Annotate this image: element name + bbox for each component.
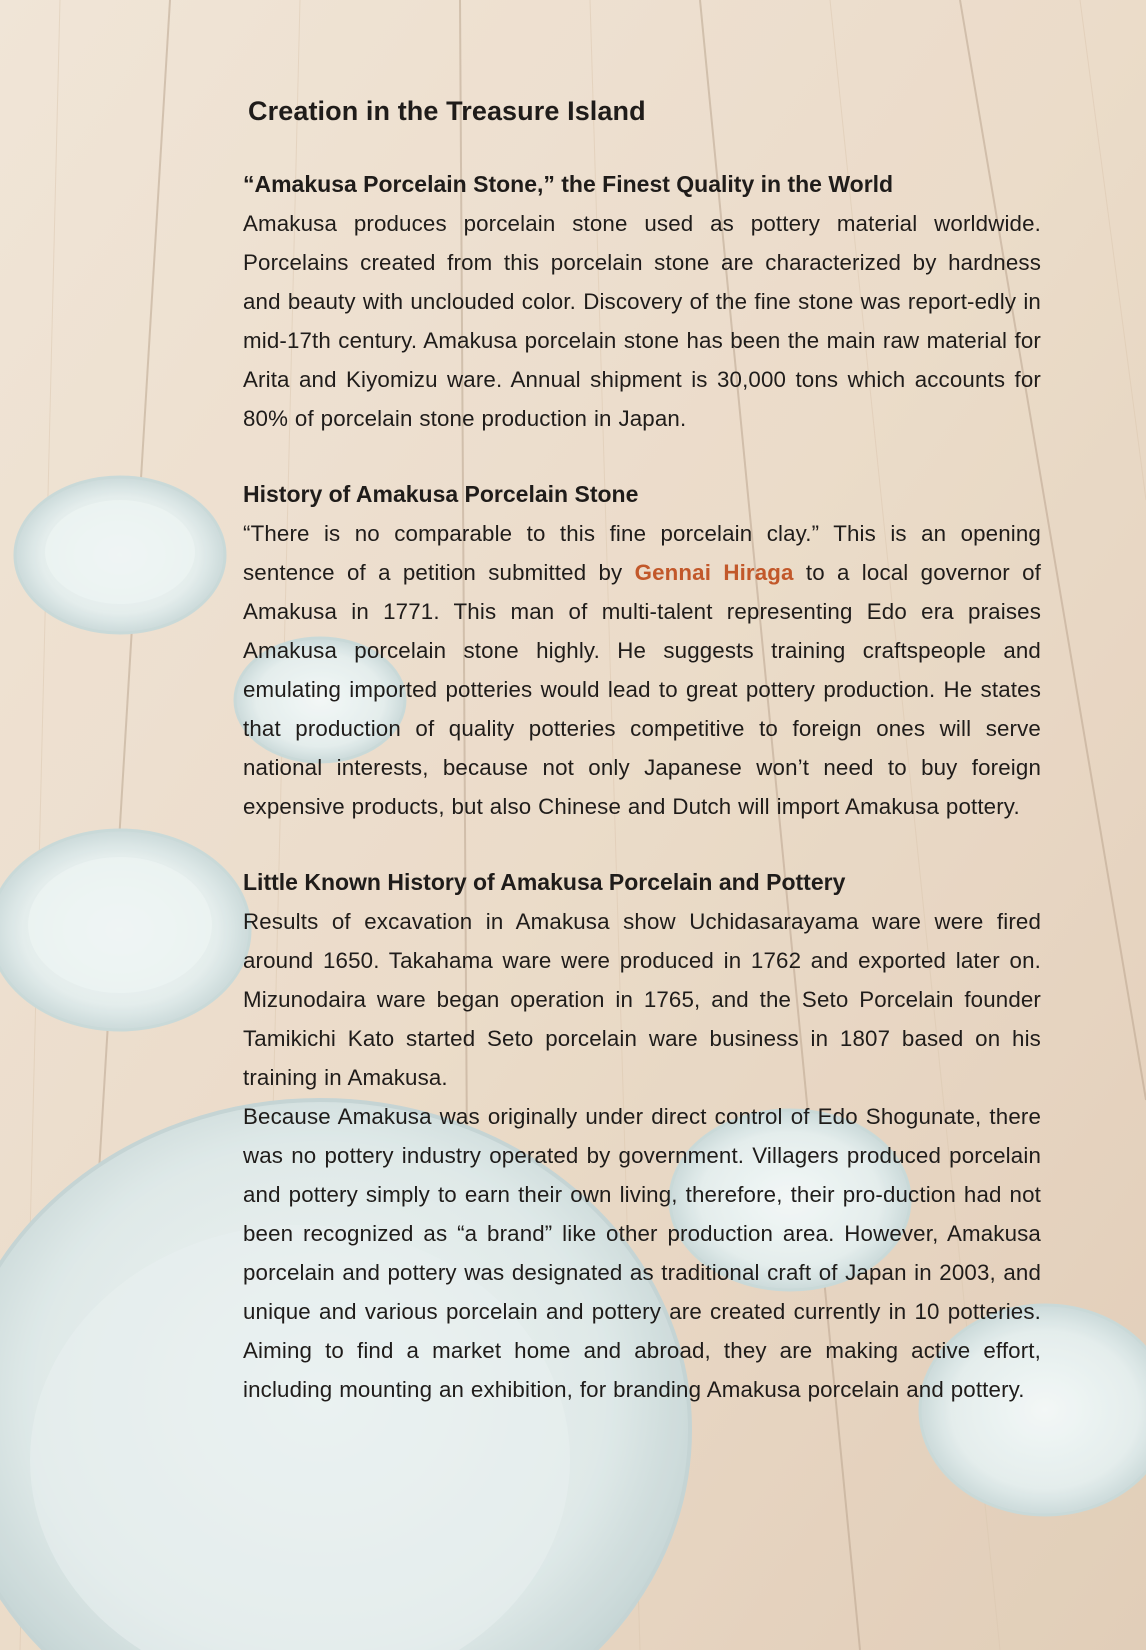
section-paragraph: Results of excavation in Amakusa show Uchidasarayama ware were fired around 1650. Takahama ware were produced in 1762 and exported later on. Mizunodaira ware began operation in 1765, and the Seto Porcelain founder Tamikichi Kato started Seto porcelain ware business in 1807 based on his training in Amakusa. xyxy=(243,909,1041,1090)
section-heading: “Amakusa Porcelain Stone,” the Finest Quality in the World xyxy=(243,171,894,197)
paragraph-text: to a local governor of Amakusa in 1771. This man of multi-talent representing Edo era praises Amakusa porcelain stone highly. He suggests training craftspeople and emulating imported potteries would lead to great pottery production. He states that production of quality potteries competitive to foreign ones will serve national interests, because not only Japanese won’t need to buy foreign expensive products, but also Chinese and Dutch will import Amakusa pottery. xyxy=(243,560,1042,819)
section-porcelain-stone xyxy=(243,165,1041,438)
section-history-porcelain-stone xyxy=(243,475,1041,826)
section-little-known-history xyxy=(243,863,1041,1409)
section-paragraph: Amakusa produces porcelain stone used as pottery material worldwide. Porcelains created from this porcelain stone are characterized by hardness and beauty with unclouded color. Discovery of the fine stone was report-edly in mid-17th century. Amakusa porcelain stone has been the main raw material for Arita and Kiyomizu ware. Annual shipment is 30,000 tons which accounts for 80% of porcelain stone production in Japan. xyxy=(243,211,1041,431)
article xyxy=(243,96,1041,1446)
paragraph-text: “There is no comparable to this fine porcelain clay.” This is an opening sentence of a petition submitted by xyxy=(243,521,1041,585)
section-heading: History of Amakusa Porcelain Stone xyxy=(243,481,639,507)
section-paragraph xyxy=(243,514,1041,826)
section-heading: Little Known History of Amakusa Porcelain and Pottery xyxy=(243,869,846,895)
page-title: Creation in the Treasure Island xyxy=(248,96,646,126)
section-paragraph: Because Amakusa was originally under direct control of Edo Shogunate, there was no pottery industry operated by government. Villagers produced porcelain and pottery simply to earn their own living, therefore, their pro-duction had not been recognized as “a brand” like other production area. However, Amakusa porcelain and pottery was designated as traditional craft of Japan in 2003, and unique and various porcelain and pottery are created currently in 10 potteries. Aiming to find a market home and abroad, they are making active effort, including mounting an exhibition, for branding Amakusa porcelain and pottery. xyxy=(243,1104,1041,1402)
highlighted-name: Gennai Hiraga xyxy=(634,560,794,585)
